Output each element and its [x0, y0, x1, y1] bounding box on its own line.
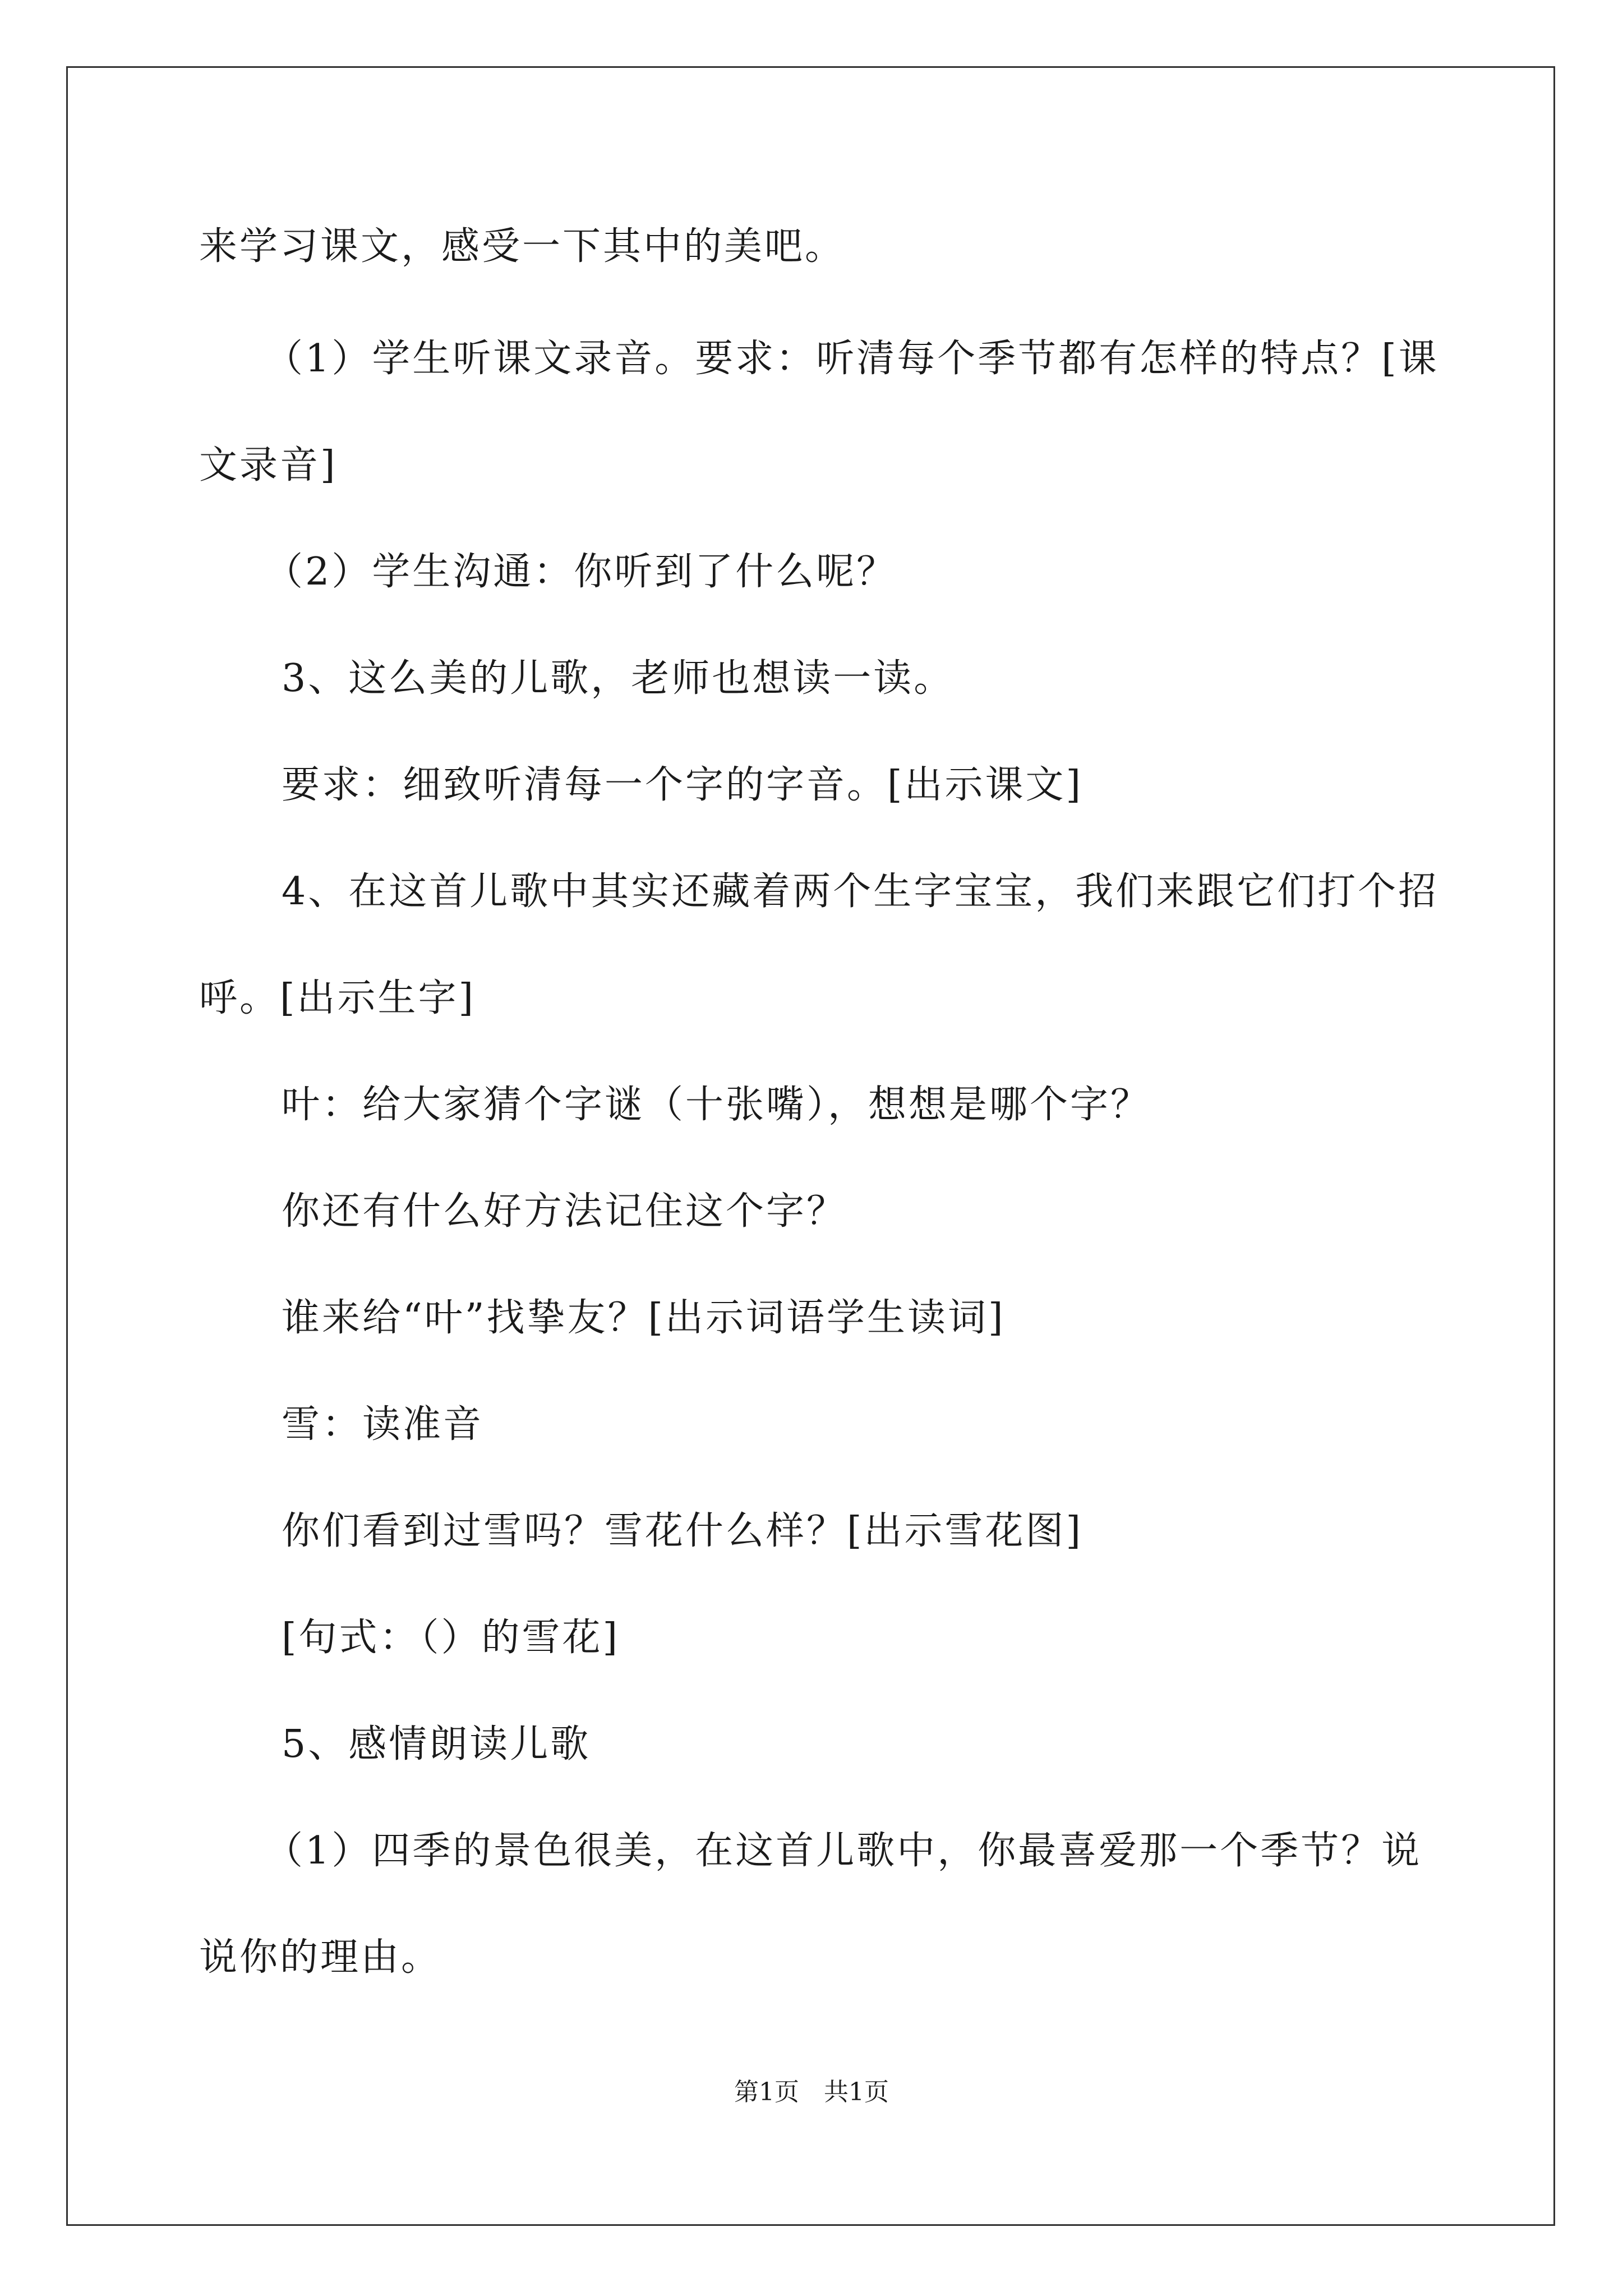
text-line-6: 要求：细致听清每一个字的字音。[出示课文] — [282, 763, 1083, 807]
text-line-2: （1）学生听课文录音。要求：听清每个季节都有怎样的特点？[课 — [265, 337, 1439, 381]
text-line-17: 说你的理由。 — [199, 1935, 442, 1980]
page-border — [66, 66, 1555, 2226]
text-line-11: 谁来给“叶”找挚友？[出示词语学生读词] — [282, 1296, 1006, 1340]
text-line-10: 你还有什么好方法记住这个字？ — [282, 1189, 847, 1234]
text-line-13: 你们看到过雪吗？雪花什么样？[出示雪花图] — [282, 1509, 1083, 1553]
text-line-1: 来学习课文，感受一下其中的美吧。 — [199, 224, 846, 269]
text-line-12: 雪：读准音 — [282, 1402, 484, 1447]
text-line-7: 4、在这首儿歌中其实还藏着两个生字宝宝，我们来跟它们打个招 — [282, 869, 1439, 914]
text-line-3: 文录音] — [199, 443, 338, 487]
text-line-8: 呼。[出示生字] — [199, 976, 476, 1020]
page-footer: 第1页 共1页 — [734, 2078, 889, 2106]
text-line-9: 叶：给大家猜个字谜（十张嘴），想想是哪个字？ — [282, 1083, 1151, 1127]
text-line-16: （1）四季的景色很美，在这首儿歌中，你最喜爱那一个季节？说 — [265, 1829, 1422, 1873]
text-line-15: 5、感情朗读儿歌 — [282, 1722, 591, 1766]
text-line-5: 3、这么美的儿歌，老师也想读一读。 — [282, 656, 955, 701]
text-line-14: [句式：（）的雪花] — [282, 1616, 620, 1660]
text-line-4: （2）学生沟通：你听到了什么呢？ — [265, 550, 897, 594]
